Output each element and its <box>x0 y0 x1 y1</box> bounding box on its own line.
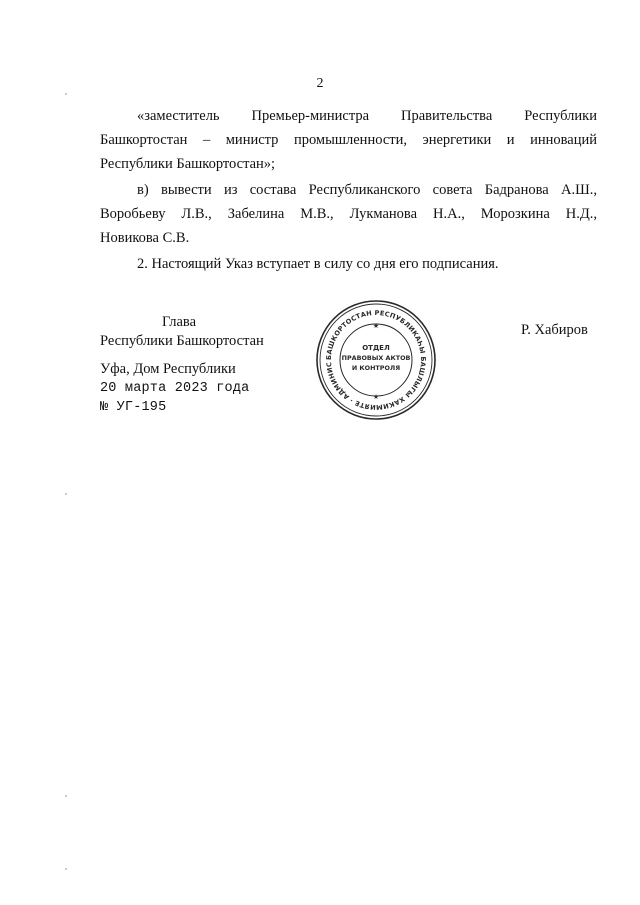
paragraph-remove-members <box>100 178 597 250</box>
official-stamp <box>314 298 438 422</box>
issue-place: Уфа, Дом Республики <box>100 361 236 377</box>
text-line: Воробьеву Л.В., Забелина М.В., Лукманова Н.А., Морозкина Н.Д., <box>100 206 597 222</box>
stamp-center-line: И КОНТРОЛЯ <box>351 364 401 372</box>
text-line: «заместитель Премьер-министра Правительства Республики <box>137 108 597 124</box>
stamp-star-icon: ★ <box>372 322 380 330</box>
text-line: Республики Башкортостан»; <box>100 156 276 172</box>
issue-number: № УГ-195 <box>100 400 167 415</box>
stamp-star-icon: ★ <box>372 393 380 401</box>
issue-details <box>100 360 249 417</box>
signatory-name: Р. Хабиров <box>521 322 588 338</box>
signatory-title-line: Республики Башкортостан <box>100 333 264 349</box>
scan-speck <box>65 795 67 797</box>
text-line: Новикова С.В. <box>100 230 190 246</box>
scan-speck <box>65 93 67 95</box>
paragraph-entry-into-force <box>100 252 597 276</box>
stamp-center-line: ПРАВОВЫХ АКТОВ <box>341 354 411 362</box>
page-number: 2 <box>316 76 324 91</box>
paragraph-deputy-title <box>100 104 597 176</box>
text-line: 2. Настоящий Указ вступает в силу со дня его подписания. <box>137 256 499 272</box>
scan-speck <box>65 493 67 495</box>
text-line: Башкортостан – министр промышленности, энергетики и инноваций <box>100 132 597 148</box>
scan-speck <box>65 868 67 870</box>
signatory-title <box>100 313 280 351</box>
signatory-title-line: Глава <box>161 314 197 330</box>
stamp-seal-icon <box>314 298 438 422</box>
issue-date: 20 марта 2023 года <box>100 381 250 396</box>
stamp-outer-text: БАШКОРТОСТАН РЕСПУБЛИКАҺЫ БАШЛЫГЫ ХАКИМИЯТЕ · АДМИНИС <box>324 308 428 412</box>
stamp-center-line: ОТДЕЛ <box>362 344 390 352</box>
text-line: в) вывести из состава Республиканского совета Бадранова А.Ш., <box>137 182 597 198</box>
